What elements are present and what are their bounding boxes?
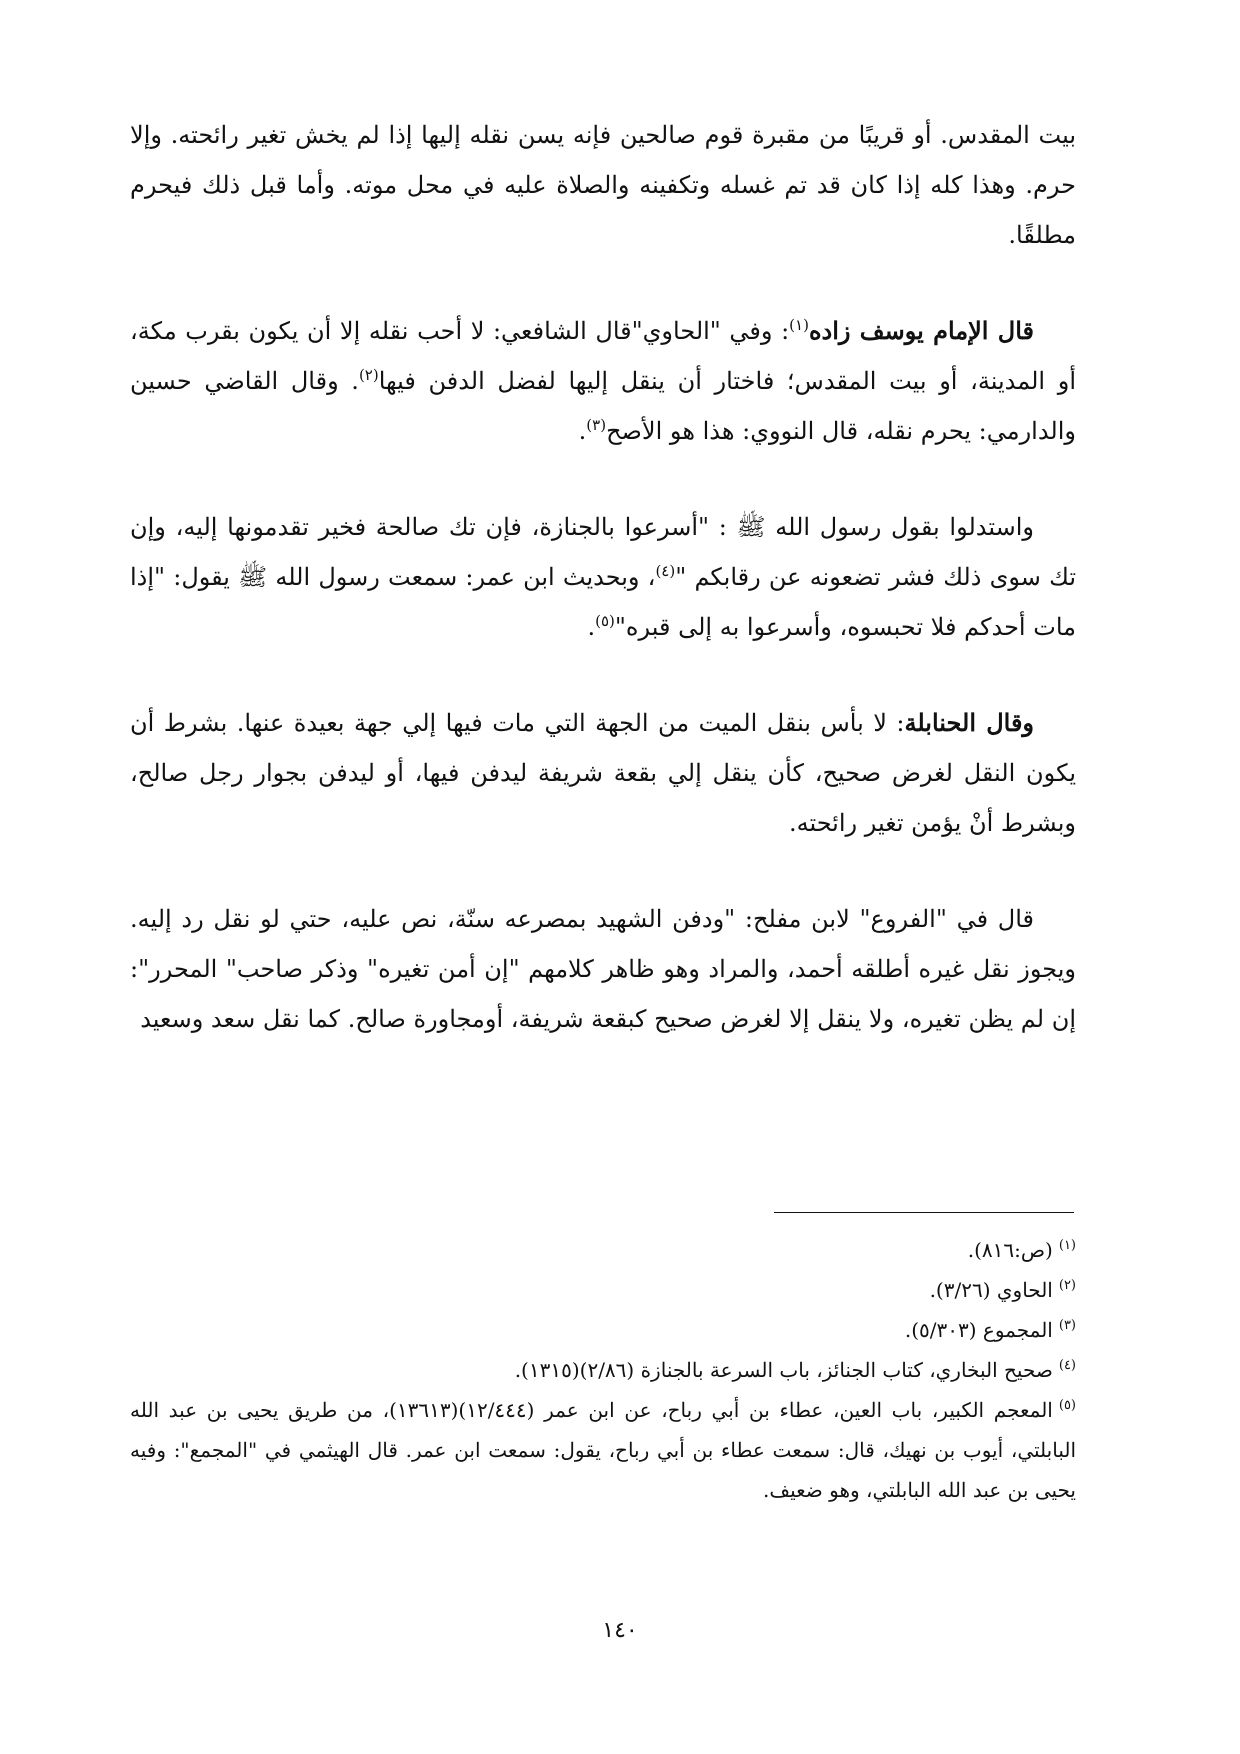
bold-heading: قال الإمام يوسف زاده — [808, 316, 1034, 345]
paragraph-1 — [130, 110, 1076, 260]
paragraph-text: . — [578, 417, 587, 445]
footnote-2 — [130, 1270, 1076, 1310]
footnote-text: صحيح البخاري، كتاب الجنائز، باب السرعة بالجنازة (٢/٨٦)(١٣١٥). — [514, 1358, 1053, 1382]
page-number: ١٤٠ — [602, 1618, 638, 1643]
footnote-3 — [130, 1310, 1076, 1350]
paragraph-3 — [130, 502, 1076, 652]
footnote-ref-2[interactable]: (٢) — [358, 366, 379, 384]
paragraph-text: واستدلوا بقول رسول الله ﷺ : "أسرعوا بالجنازة، فإن تك صالحة فخير تقدمونها إليه، وإن تك سوى ذلك فشر تضعونه عن رقابكم " — [130, 513, 1077, 591]
paragraph-text: . — [587, 613, 596, 641]
paragraph-2 — [130, 306, 1076, 456]
footnote-number: (٥) — [1058, 1398, 1076, 1414]
paragraph-text: بيت المقدس. أو قريبًا من مقبرة قوم صالحين فإنه يسن نقله إليها إذا لم يخش تغير رائحته. وإلا حرم. وهذا كله إذا كان قد تم غسله وتكفينه والصلاة عليه في محل موته. وأما قبل ذلك فيحرم مطلقًا. — [130, 121, 1076, 249]
footnote-number: (٤) — [1058, 1358, 1076, 1374]
footnote-ref-4[interactable]: (٤) — [655, 562, 676, 580]
paragraph-text: . وقال القاضي حسين والدارمي: يحرم نقله، قال النووي: هذا هو الأصح — [130, 367, 1076, 445]
footnote-number: (٢) — [1058, 1278, 1076, 1294]
footnote-4 — [130, 1350, 1076, 1390]
footnote-1 — [130, 1230, 1076, 1270]
footnote-text: (ص:٨١٦). — [967, 1238, 1053, 1262]
footnote-ref-5[interactable]: (٥) — [595, 612, 615, 630]
footnote-number: (١) — [1058, 1238, 1076, 1254]
paragraph-text: : وفي "الحاوي"قال الشافعي: لا أحب نقله إلا أن يكون بقرب مكة، أو المدينة، أو بيت المقدس؛ فاختار أن ينقل إليها لفضل الدفن فيها — [130, 317, 1076, 395]
bold-heading: وقال الحنابلة — [904, 708, 1034, 737]
footnote-divider — [774, 1212, 1074, 1213]
footnote-number: (٣) — [1058, 1318, 1076, 1334]
paragraph-text: ، وبحديث ابن عمر: سمعت رسول الله ﷺ يقول: "إذا مات أحدكم فلا تحبسوه، وأسرعوا به إلى قبره" — [130, 563, 1076, 641]
paragraph-text: : لا بأس بنقل الميت من الجهة التي مات فيها إلي جهة بعيدة عنها. بشرط أن يكون النقل لغرض صحيح، كأن ينقل إلي بقعة شريفة ليدفن فيها، أو ليدفن بجوار رجل صالح، وبشرط أنْ يؤمن تغير رائحته. — [130, 709, 1076, 837]
footnote-ref-3[interactable]: (٣) — [586, 416, 607, 434]
paragraph-5 — [130, 894, 1076, 1044]
footnote-text: المعجم الكبير، باب العين، عطاء بن أبي رباح، عن ابن عمر (١٢/٤٤٤)(١٣٦١٣)، من طريق يحيى بن عبد الله البابلتي، أيوب بن نهيك، قال: سمعت عطاء بن أبي رباح، يقول: سمعت ابن عمر. قال الهيثمي في "المجمع": وفيه يحيى بن عبد الله البابلتي، وهو ضعيف. — [130, 1398, 1077, 1502]
footnote-text: المجموع (٥/٣٠٣). — [904, 1318, 1053, 1342]
footnotes — [130, 1230, 1076, 1510]
paragraph-4 — [130, 698, 1076, 848]
page-body — [130, 110, 1076, 1090]
paragraph-text: قال في "الفروع" لابن مفلح: "ودفن الشهيد بمصرعه سنّة، نص عليه، حتي لو نقل رد إليه. ويجوز نقل غيره أطلقه أحمد، والمراد وهو ظاهر كلامهم "إن أمن تغيره" وذكر صاحب" المحرر": إن لم يظن تغيره، ولا ينقل إلا لغرض صحيح كبقعة شريفة، أومجاورة صالح. كما نقل سعد وسعيد — [130, 905, 1076, 1033]
footnote-5 — [130, 1390, 1076, 1510]
footnote-ref-1[interactable]: (١) — [789, 316, 809, 334]
footnote-text: الحاوي (٣/٢٦). — [929, 1278, 1053, 1302]
